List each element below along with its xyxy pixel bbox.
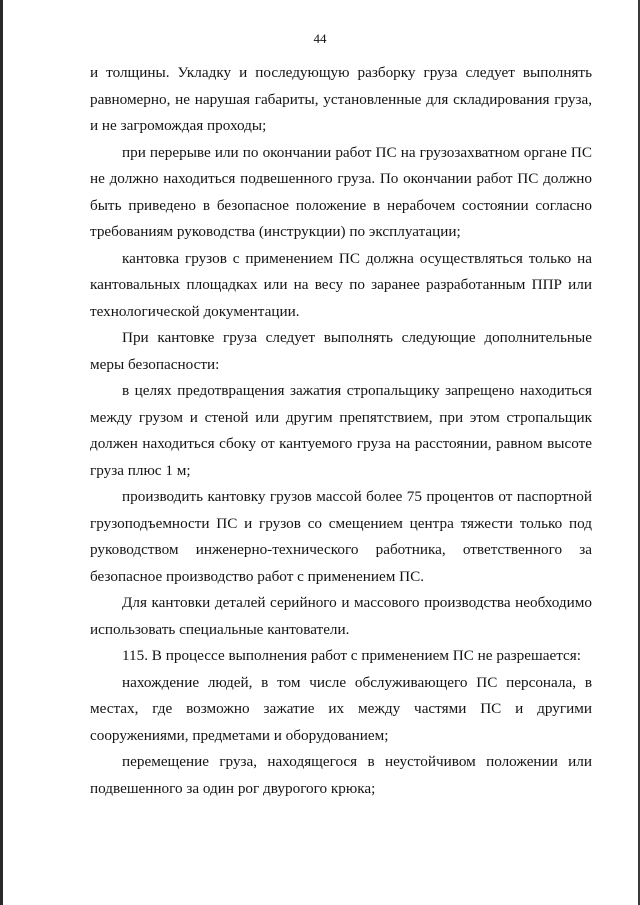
paragraph: перемещение груза, находящегося в неустойчивом положении или подвешенного за один рог двурогого крюка; <box>90 753 592 797</box>
paragraph: кантовка грузов с применением ПС должна осуществляться только на кантовальных площадках или на весу по заранее разработанным ППР или технологической документации. <box>90 249 592 320</box>
paragraph: и толщины. Укладку и последующую разборку груза следует выполнять равномерно, не нарушая габариты, установленные для складирования груза, и не загромождая проходы; <box>90 64 592 134</box>
paragraph: 115. В процессе выполнения работ с применением ПС не разрешается: <box>122 647 581 664</box>
body-text <box>90 60 592 802</box>
paragraph: Для кантовки деталей серийного и массового производства необходимо использовать специальные кантователи. <box>90 594 592 638</box>
scan-edge-left <box>0 0 3 905</box>
paragraph: нахождение людей, в том числе обслуживающего ПС персонала, в местах, где возможно зажатие их между частями ПС и другими сооружениями, предметами и оборудованием; <box>90 673 592 744</box>
paragraph: производить кантовку грузов массой более 75 процентов от паспортной грузоподъемности ПС и грузов со смещением центра тяжести только под руководством инженерно-технического работника, ответственного за безопасное производство работ с применением ПС. <box>90 488 592 585</box>
page-number: 44 <box>313 31 327 46</box>
paragraph: в целях предотвращения зажатия стропальщику запрещено находиться между грузом и стеной или другим препятствием, при этом стропальщик должен находиться сбоку от кантуемого груза на расстоянии, равном высоте груза плюс 1 м; <box>90 382 592 479</box>
paragraph: при перерыве или по окончании работ ПС на грузозахватном органе ПС не должно находиться подвешенного груза. По окончании работ ПС должно быть приведено в безопасное положение в нерабочем состоянии согласно требованиям руководства (инструкции) по эксплуатации; <box>90 143 592 240</box>
paragraph: При кантовке груза следует выполнять следующие дополнительные меры безопасности: <box>90 329 592 373</box>
